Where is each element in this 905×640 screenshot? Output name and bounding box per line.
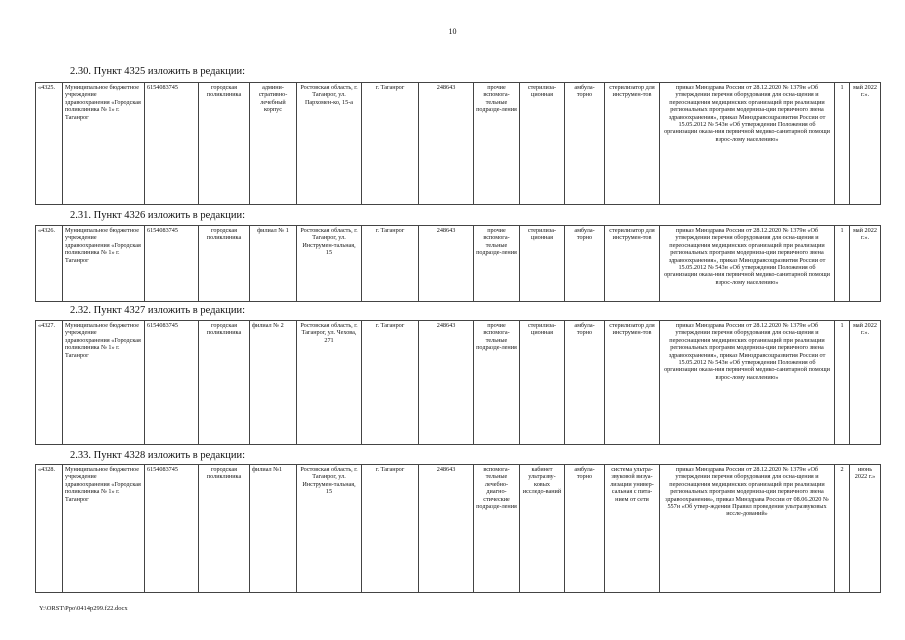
subdivision: филиал № 1	[250, 226, 297, 302]
section-heading: 2.33. Пункт 4328 изложить в редакции:	[70, 450, 245, 461]
organization-name: Муниципальное бюджетное учреждение здравоохранения «Городская поликлиника № 1» г. Таганрог	[63, 465, 145, 593]
room: стерилиза-ционная	[520, 226, 565, 302]
legal-basis: приказ Минздрава России от 28.12.2020 № 1379н «Об утверждении перечня оборудования для осна-щения и переоснащения медицинских организаций при реализации региональных программ модерниза-ции первичного звена здравоохранения», приказ Минздравсоцразвития России от 15.05.2012 № 543н «Об утверждении Положения об организации оказа-ния первичной медико-санитарной помощи взрос-лому населению»	[660, 226, 835, 302]
registry-table	[35, 464, 881, 593]
file-path-footer: Y:\ORST\Ppo\0414p299.f22.docx	[39, 605, 128, 612]
room: стерилиза-ционная	[520, 321, 565, 445]
table-row	[36, 321, 881, 445]
code: 248643	[419, 83, 474, 205]
care-type: амбула-торно	[565, 83, 605, 205]
equipment: стерилизатор для инструмен-тов	[605, 83, 660, 205]
legal-basis: приказ Минздрава России от 28.12.2020 № 1379н «Об утверждении перечня оборудования для осна-щения и переоснащения медицинских организаций при реализации региональных программ модерниза-ции первичного звена здравоохранения», приказ Минздравсоцразвития России от 15.05.2012 № 543н «Об утверждении Положения об организации оказа-ния первичной медико-санитарной помощи взрос-лому населению»	[660, 83, 835, 205]
legal-basis: приказ Минздрава России от 28.12.2020 № 1379н «Об утверждении перечня оборудования для осна-щения и переоснащения медицинских организаций при реализации региональных программ модерниза-ции первичного звена здравоохранения», приказ Минздравсоцразвития России от 15.05.2012 № 543н «Об утверждении Положения об организации оказа-ния первичной медико-санитарной помощи взрос-лому населению»	[660, 321, 835, 445]
address: Ростовская область, г. Таганрог, ул. Инструмен-тальная, 15	[297, 465, 362, 593]
department: прочие вспомога-тельные подразде-ления	[474, 226, 520, 302]
city: г. Таганрог	[362, 465, 419, 593]
organization-name: Муниципальное бюджетное учреждение здравоохранения «Городская поликлиника № 1» г. Таганрог	[63, 83, 145, 205]
subdivision: филиал № 2	[250, 321, 297, 445]
org-type: городская поликлиника	[199, 226, 250, 302]
org-type: городская поликлиника	[199, 465, 250, 593]
quantity: 1	[835, 321, 850, 445]
section-heading: 2.31. Пункт 4326 изложить в редакции:	[70, 210, 245, 221]
date: май 2022 г.».	[850, 226, 881, 302]
code: 248643	[419, 465, 474, 593]
subdivision: админи-стративно-лечебный корпус	[250, 83, 297, 205]
table-row	[36, 83, 881, 205]
quantity: 2	[835, 465, 850, 593]
city: г. Таганрог	[362, 83, 419, 205]
date: июнь 2022 г.»	[850, 465, 881, 593]
code: 248643	[419, 321, 474, 445]
equipment: система ультра-звуковой визуа-лизации универ-сальная с пита-нием от сети	[605, 465, 660, 593]
row-number: «4326.	[36, 226, 63, 302]
row-number: «4327.	[36, 321, 63, 445]
department: прочие вспомога-тельные подразде-ления	[474, 321, 520, 445]
date: май 2022 г.».	[850, 83, 881, 205]
address: Ростовская область, г. Таганрог, ул. Чехова, 271	[297, 321, 362, 445]
organization-name: Муниципальное бюджетное учреждение здравоохранения «Городская поликлиника № 1» г. Таганрог	[63, 321, 145, 445]
quantity: 1	[835, 83, 850, 205]
address: Ростовская область, г. Таганрог, ул. Пархомен-ко, 15-а	[297, 83, 362, 205]
care-type: амбула-торно	[565, 465, 605, 593]
care-type: амбула-торно	[565, 226, 605, 302]
row-number: «4328.	[36, 465, 63, 593]
quantity: 1	[835, 226, 850, 302]
address: Ростовская область, г. Таганрог, ул. Инструмен-тальная, 15	[297, 226, 362, 302]
section-heading: 2.32. Пункт 4327 изложить в редакции:	[70, 305, 245, 316]
row-number: «4325.	[36, 83, 63, 205]
subdivision: филиал №1	[250, 465, 297, 593]
date: май 2022 г.».	[850, 321, 881, 445]
page-number: 10	[448, 27, 457, 36]
inn: 6154083745	[145, 321, 199, 445]
room: стерилиза-ционная	[520, 83, 565, 205]
inn: 6154083745	[145, 465, 199, 593]
equipment: стерилизатор для инструмен-тов	[605, 321, 660, 445]
code: 248643	[419, 226, 474, 302]
inn: 6154083745	[145, 83, 199, 205]
table-row	[36, 465, 881, 593]
department: вспомога-тельные лечебно-диагно-стические подразде-ления	[474, 465, 520, 593]
organization-name: Муниципальное бюджетное учреждение здравоохранения «Городская поликлиника № 1» г. Таганрог	[63, 226, 145, 302]
org-type: городская поликлиника	[199, 321, 250, 445]
registry-table	[35, 82, 881, 205]
legal-basis: приказ Минздрава России от 28.12.2020 № 1379н «Об утверждении перечня оборудования для осна-щения и переоснащения медицинских организаций при реализации региональных программ модерниза-ции первичного звена здравоохранения», приказ Минздрава России от 08.06.2020 № 557н «Об утвер-ждении Правил проведения ультразвуковых иссле-дований»	[660, 465, 835, 593]
inn: 6154083745	[145, 226, 199, 302]
department: прочие вспомога-тельные подразде-ления	[474, 83, 520, 205]
care-type: амбула-торно	[565, 321, 605, 445]
registry-table	[35, 225, 881, 302]
section-heading: 2.30. Пункт 4325 изложить в редакции:	[70, 66, 245, 77]
city: г. Таганрог	[362, 321, 419, 445]
city: г. Таганрог	[362, 226, 419, 302]
table-row	[36, 226, 881, 302]
registry-table	[35, 320, 881, 445]
room: кабинет ультразву-ковых исследо-ваний	[520, 465, 565, 593]
org-type: городская поликлиника	[199, 83, 250, 205]
equipment: стерилизатор для инструмен-тов	[605, 226, 660, 302]
